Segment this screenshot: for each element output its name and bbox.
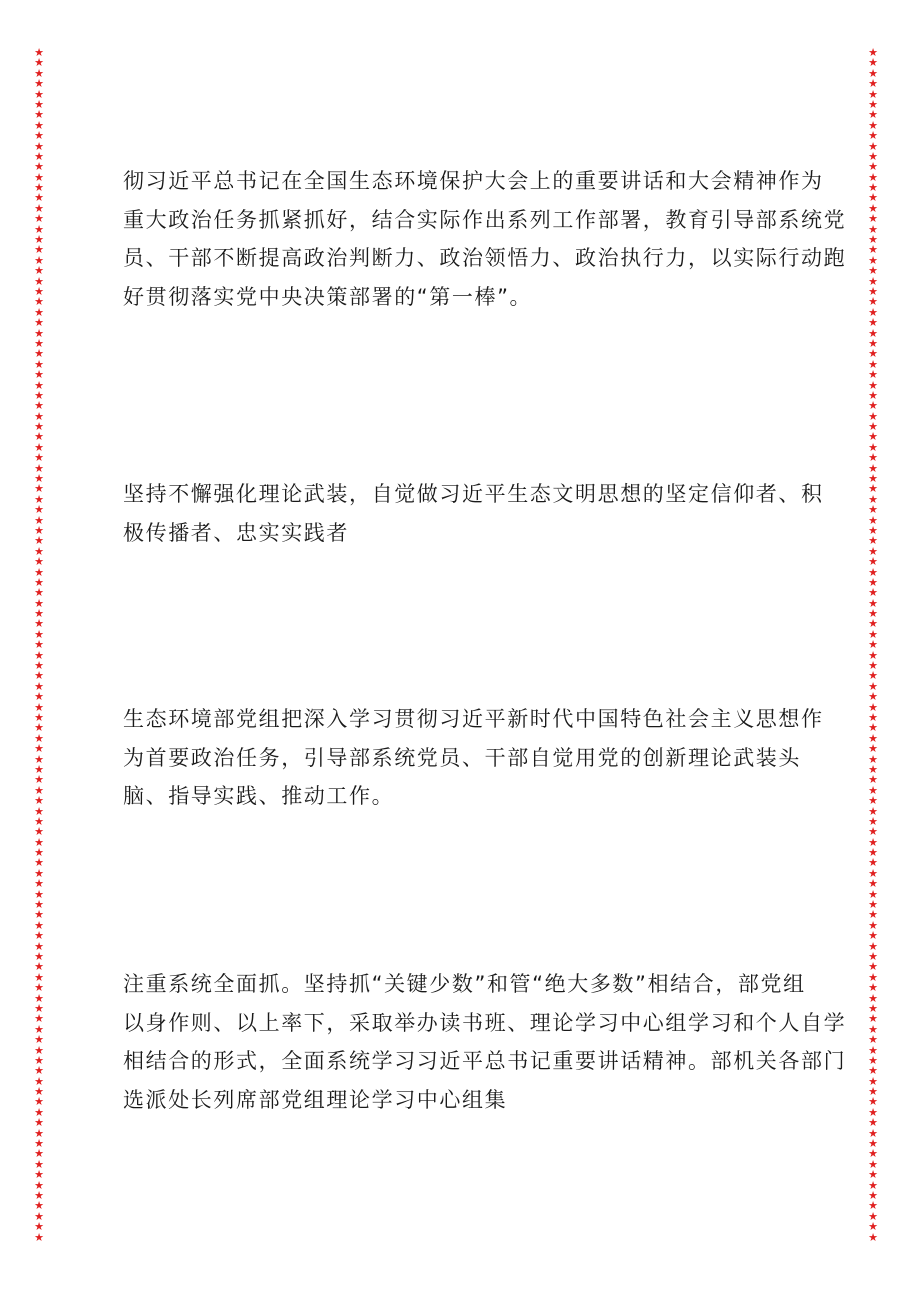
- star-icon: ★: [34, 233, 44, 247]
- star-icon: ★: [868, 284, 878, 298]
- star-icon: ★: [868, 742, 878, 756]
- star-icon: ★: [868, 575, 878, 589]
- star-icon: ★: [34, 825, 44, 839]
- paragraph-line: 注重系统全面抓。坚持抓“关键少数”和管“绝大多数”相结合，部党组: [123, 972, 806, 996]
- star-icon: ★: [868, 118, 878, 132]
- star-icon: ★: [868, 1230, 878, 1244]
- star-icon: ★: [868, 762, 878, 776]
- star-icon: ★: [34, 638, 44, 652]
- star-icon: ★: [868, 534, 878, 548]
- star-icon: ★: [34, 856, 44, 870]
- star-icon: ★: [34, 700, 44, 714]
- star-icon: ★: [868, 316, 878, 330]
- star-icon: ★: [34, 534, 44, 548]
- star-icon: ★: [868, 991, 878, 1005]
- star-icon: ★: [868, 87, 878, 101]
- star-icon: ★: [868, 1157, 878, 1171]
- paragraph-line: 员、干部不断提高政治判断力、政治领悟力、政治执行力，以实际行动跑: [123, 246, 847, 270]
- star-icon: ★: [34, 503, 44, 517]
- star-icon: ★: [868, 981, 878, 995]
- star-icon: ★: [34, 1116, 44, 1130]
- star-icon: ★: [868, 659, 878, 673]
- star-icon: ★: [34, 305, 44, 319]
- star-icon: ★: [34, 783, 44, 797]
- star-icon: ★: [868, 409, 878, 423]
- star-icon: ★: [868, 1199, 878, 1213]
- star-icon: ★: [868, 336, 878, 350]
- star-icon: ★: [868, 596, 878, 610]
- star-icon: ★: [868, 326, 878, 340]
- star-icon: ★: [34, 1178, 44, 1192]
- star-icon: ★: [34, 1022, 44, 1036]
- star-icon: ★: [34, 1209, 44, 1223]
- star-icon: ★: [868, 212, 878, 226]
- star-icon: ★: [34, 617, 44, 631]
- star-icon: ★: [868, 399, 878, 413]
- star-icon: ★: [868, 201, 878, 215]
- star-icon: ★: [34, 887, 44, 901]
- star-icon: ★: [868, 617, 878, 631]
- star-icon: ★: [34, 690, 44, 704]
- star-icon: ★: [868, 264, 878, 278]
- star-icon: ★: [868, 1074, 878, 1088]
- star-icon: ★: [868, 305, 878, 319]
- star-icon: ★: [34, 513, 44, 527]
- star-icon: ★: [34, 295, 44, 309]
- star-icon: ★: [868, 544, 878, 558]
- star-icon: ★: [868, 233, 878, 247]
- star-icon: ★: [34, 1199, 44, 1213]
- star-icon: ★: [34, 981, 44, 995]
- star-icon: ★: [34, 409, 44, 423]
- star-icon: ★: [34, 866, 44, 880]
- star-icon: ★: [34, 222, 44, 236]
- star-icon: ★: [34, 877, 44, 891]
- star-icon: ★: [34, 555, 44, 569]
- star-icon: ★: [868, 160, 878, 174]
- star-icon: ★: [34, 1043, 44, 1057]
- star-icon: ★: [34, 742, 44, 756]
- star-icon: ★: [868, 1126, 878, 1140]
- star-icon: ★: [34, 752, 44, 766]
- star-icon: ★: [34, 1157, 44, 1171]
- star-icon: ★: [34, 1126, 44, 1140]
- star-icon: ★: [868, 555, 878, 569]
- star-icon: ★: [868, 170, 878, 184]
- star-icon: ★: [868, 191, 878, 205]
- star-icon: ★: [34, 492, 44, 506]
- star-icon: ★: [34, 87, 44, 101]
- star-icon: ★: [34, 181, 44, 195]
- star-icon: ★: [34, 440, 44, 454]
- star-icon: ★: [34, 669, 44, 683]
- star-icon: ★: [868, 804, 878, 818]
- star-icon: ★: [34, 129, 44, 143]
- star-icon: ★: [868, 835, 878, 849]
- star-icon: ★: [868, 565, 878, 579]
- star-icon: ★: [34, 1137, 44, 1151]
- star-icon: ★: [34, 586, 44, 600]
- star-icon: ★: [34, 596, 44, 610]
- star-icon: ★: [34, 939, 44, 953]
- star-icon: ★: [34, 929, 44, 943]
- star-icon: ★: [868, 814, 878, 828]
- star-icon: ★: [34, 575, 44, 589]
- star-icon: ★: [34, 472, 44, 486]
- paragraph-line: 脑、指导实践、推动工作。: [123, 784, 395, 808]
- star-icon: ★: [34, 908, 44, 922]
- star-icon: ★: [34, 430, 44, 444]
- star-icon: ★: [868, 1095, 878, 1109]
- star-icon: ★: [868, 1220, 878, 1234]
- star-icon: ★: [34, 835, 44, 849]
- star-icon: ★: [34, 523, 44, 537]
- star-icon: ★: [868, 1064, 878, 1078]
- star-icon: ★: [34, 918, 44, 932]
- star-icon: ★: [34, 108, 44, 122]
- star-icon: ★: [34, 565, 44, 579]
- star-icon: ★: [868, 253, 878, 267]
- paragraph-line: 以身作则、以上率下，采取举办读书班、理论学习中心组学习和个人自学: [123, 1010, 847, 1035]
- star-icon: ★: [34, 201, 44, 215]
- star-icon: ★: [868, 149, 878, 163]
- star-icon: ★: [868, 627, 878, 641]
- star-icon: ★: [868, 139, 878, 153]
- star-icon: ★: [34, 1074, 44, 1088]
- paragraph-line: 相结合的形式，全面系统学习习近平总书记重要讲话精神。部机关各部门: [123, 1049, 847, 1073]
- paragraph-line: 为首要政治任务，引导部系统党员、干部自觉用党的创新理论武装头: [123, 745, 801, 770]
- star-icon: ★: [868, 783, 878, 797]
- star-icon: ★: [868, 1053, 878, 1067]
- star-icon: ★: [34, 274, 44, 288]
- star-icon: ★: [34, 711, 44, 724]
- star-icon: ★: [868, 960, 878, 974]
- star-icon: ★: [868, 638, 878, 652]
- star-icon: ★: [34, 960, 44, 974]
- star-icon: ★: [34, 336, 44, 350]
- star-icon: ★: [34, 170, 44, 184]
- star-icon: ★: [34, 1095, 44, 1109]
- star-icon: ★: [34, 482, 44, 496]
- star-icon: ★: [868, 700, 878, 714]
- star-icon: ★: [34, 991, 44, 1005]
- star-icon: ★: [868, 898, 878, 912]
- star-icon: ★: [868, 440, 878, 454]
- star-icon: ★: [34, 804, 44, 818]
- star-icon: ★: [868, 586, 878, 600]
- star-icon: ★: [34, 56, 44, 70]
- star-icon: ★: [868, 773, 878, 787]
- star-icon: ★: [34, 316, 44, 330]
- star-icon: ★: [868, 56, 878, 70]
- star-icon: ★: [868, 1105, 878, 1119]
- star-icon: ★: [34, 368, 44, 382]
- star-icon: ★: [34, 284, 44, 298]
- star-icon: ★: [34, 794, 44, 808]
- star-icon: ★: [868, 1022, 878, 1036]
- star-icon: ★: [34, 773, 44, 787]
- star-icon: ★: [868, 295, 878, 309]
- star-icon: ★: [868, 877, 878, 891]
- star-icon: ★: [868, 77, 878, 91]
- star-icon: ★: [868, 523, 878, 537]
- star-icon: ★: [868, 482, 878, 496]
- star-icon: ★: [868, 1001, 878, 1015]
- star-icon: ★: [868, 1178, 878, 1192]
- star-icon: ★: [34, 1220, 44, 1234]
- star-icon: ★: [868, 887, 878, 901]
- star-icon: ★: [34, 388, 44, 402]
- star-icon: ★: [868, 357, 878, 371]
- star-icon: ★: [868, 731, 878, 745]
- paragraph-line: 好贯彻落实党中央决策部署的“第一棒”。: [123, 284, 533, 309]
- star-icon: ★: [34, 1168, 44, 1182]
- star-icon: ★: [34, 347, 44, 361]
- star-icon: ★: [34, 846, 44, 860]
- star-icon: ★: [868, 669, 878, 683]
- star-icon: ★: [34, 77, 44, 91]
- star-icon: ★: [34, 212, 44, 226]
- star-icon: ★: [34, 149, 44, 163]
- star-icon: ★: [868, 243, 878, 257]
- star-icon: ★: [868, 222, 878, 236]
- star-icon: ★: [868, 1043, 878, 1057]
- star-icon: ★: [34, 731, 44, 745]
- star-icon: ★: [868, 1147, 878, 1161]
- star-icon: ★: [868, 274, 878, 288]
- paragraph-line: 彻习近平总书记在全国生态环境保护大会上的重要讲话和大会精神作为: [123, 169, 824, 193]
- star-icon: ★: [34, 721, 44, 735]
- star-icon: ★: [868, 492, 878, 506]
- star-icon: ★: [34, 1147, 44, 1161]
- star-icon: ★: [34, 627, 44, 641]
- star-icon: ★: [34, 97, 44, 111]
- star-icon: ★: [34, 264, 44, 278]
- star-icon: ★: [868, 929, 878, 943]
- paragraph-3: [123, 700, 824, 816]
- star-icon: ★: [34, 898, 44, 912]
- star-icon: ★: [868, 846, 878, 860]
- star-icon: ★: [34, 253, 44, 267]
- star-icon: ★: [34, 1230, 44, 1244]
- star-icon: ★: [34, 160, 44, 174]
- star-icon: ★: [868, 949, 878, 963]
- star-icon: ★: [868, 1188, 878, 1202]
- star-icon: ★: [868, 48, 878, 59]
- star-icon: ★: [868, 1012, 878, 1026]
- star-icon: ★: [868, 451, 878, 465]
- star-icon: ★: [868, 461, 878, 475]
- star-icon: ★: [868, 368, 878, 382]
- star-icon: ★: [868, 129, 878, 143]
- star-icon: ★: [868, 66, 878, 80]
- star-icon: ★: [34, 461, 44, 475]
- star-icon: ★: [34, 48, 44, 59]
- star-icon: ★: [34, 1105, 44, 1119]
- star-icon: ★: [34, 814, 44, 828]
- star-icon: ★: [34, 1012, 44, 1026]
- star-icon: ★: [34, 1085, 44, 1099]
- star-icon: ★: [868, 503, 878, 517]
- star-icon: ★: [868, 1137, 878, 1151]
- star-icon: ★: [868, 1085, 878, 1099]
- paragraph-line: 极传播者、忠实实践者: [123, 520, 349, 545]
- star-icon: ★: [34, 118, 44, 132]
- star-icon: ★: [868, 721, 878, 735]
- star-icon: ★: [34, 420, 44, 434]
- star-icon: ★: [34, 1053, 44, 1067]
- star-icon: ★: [868, 866, 878, 880]
- paragraph-line: 选派处长列席部党组理论学习中心组集: [123, 1087, 508, 1112]
- star-icon: ★: [34, 659, 44, 673]
- star-icon: ★: [868, 472, 878, 486]
- star-icon: ★: [868, 1033, 878, 1047]
- star-icon: ★: [868, 648, 878, 662]
- star-icon: ★: [868, 430, 878, 444]
- star-icon: ★: [868, 939, 878, 953]
- star-icon: ★: [868, 690, 878, 704]
- star-icon: ★: [34, 607, 44, 621]
- paragraph-2: [123, 475, 824, 552]
- star-icon: ★: [868, 794, 878, 808]
- star-icon: ★: [868, 347, 878, 361]
- star-icon: ★: [868, 1209, 878, 1223]
- star-icon: ★: [34, 648, 44, 662]
- star-icon: ★: [34, 451, 44, 465]
- star-icon: ★: [34, 378, 44, 392]
- star-icon: ★: [34, 1001, 44, 1015]
- star-icon: ★: [868, 970, 878, 984]
- star-icon: ★: [868, 825, 878, 839]
- star-icon: ★: [868, 856, 878, 870]
- star-icon: ★: [868, 108, 878, 122]
- paragraph-4: [123, 965, 847, 1119]
- star-icon: ★: [34, 1033, 44, 1047]
- star-icon: ★: [34, 191, 44, 205]
- star-icon: ★: [34, 762, 44, 776]
- paragraph-line: 坚持不懈强化理论武装，自觉做习近平生态文明思想的坚定信仰者、积: [123, 482, 824, 506]
- star-icon: ★: [868, 388, 878, 402]
- star-icon: ★: [34, 544, 44, 558]
- star-icon: ★: [34, 949, 44, 963]
- star-icon: ★: [34, 243, 44, 257]
- star-icon: ★: [34, 679, 44, 693]
- paragraph-line: 重大政治任务抓紧抓好，结合实际作出系列工作部署，教育引导部系统党: [123, 207, 847, 232]
- star-icon: ★: [868, 679, 878, 693]
- star-icon: ★: [868, 420, 878, 434]
- star-icon: ★: [868, 378, 878, 392]
- star-icon: ★: [868, 711, 878, 724]
- star-icon: ★: [34, 399, 44, 413]
- star-icon: ★: [868, 908, 878, 922]
- star-icon: ★: [868, 97, 878, 111]
- paragraph-1: [123, 162, 847, 316]
- star-icon: ★: [34, 1188, 44, 1202]
- star-icon: ★: [34, 326, 44, 340]
- star-icon: ★: [34, 66, 44, 80]
- star-icon: ★: [34, 1064, 44, 1078]
- star-icon: ★: [868, 1168, 878, 1182]
- star-icon: ★: [34, 970, 44, 984]
- star-icon: ★: [868, 607, 878, 621]
- star-icon: ★: [868, 513, 878, 527]
- star-icon: ★: [868, 918, 878, 932]
- paragraph-line: 生态环境部党组把深入学习贯彻习近平新时代中国特色社会主义思想作: [123, 707, 824, 731]
- star-icon: ★: [868, 1116, 878, 1130]
- star-icon: ★: [34, 357, 44, 371]
- star-icon: ★: [868, 752, 878, 766]
- star-icon: ★: [34, 139, 44, 153]
- star-icon: ★: [868, 181, 878, 195]
